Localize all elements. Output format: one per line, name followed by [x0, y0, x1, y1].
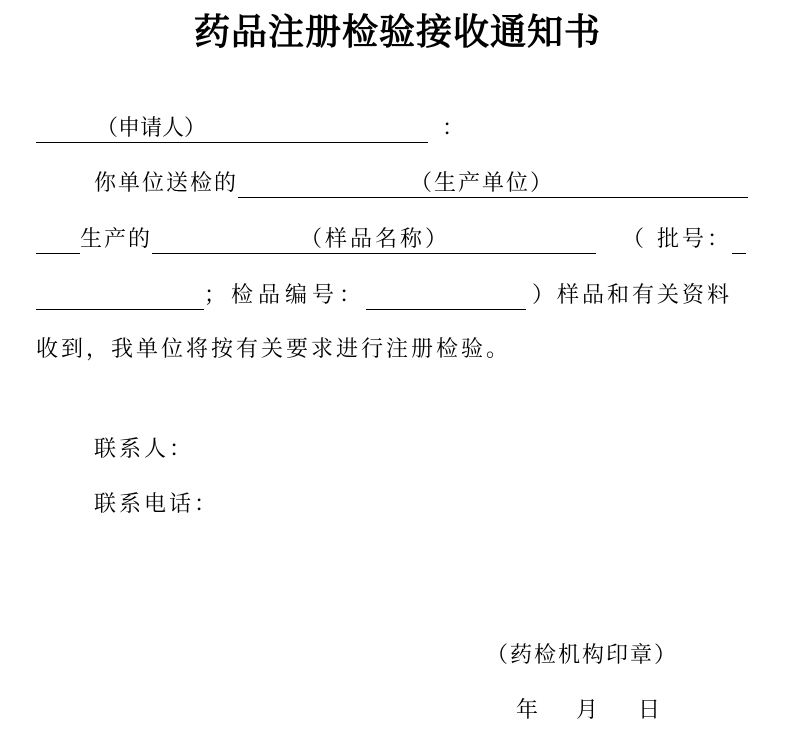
producer-hint: （生产单位） [410, 171, 555, 196]
sample-name-blank[interactable] [152, 224, 596, 254]
producer-line [36, 168, 748, 200]
produced-text: 生产的 [80, 227, 153, 252]
sample-no-blank[interactable] [366, 280, 526, 310]
batch-open-text: （ 批号： [622, 227, 733, 252]
applicant-colon: ： [442, 116, 465, 141]
applicant-hint: （申请人） [96, 116, 207, 141]
intro-text: 你单位送检的 [94, 171, 239, 196]
seal-text: （药检机构印章） [486, 643, 679, 668]
sample-no-label: ；检品编号： [204, 283, 367, 308]
contact-person-label: 联系人： [94, 437, 195, 462]
producer-blank[interactable] [238, 168, 748, 198]
batch-blank-start[interactable] [732, 224, 746, 254]
date-day: 日 [638, 698, 664, 723]
sample-number-line [36, 280, 732, 312]
sample-name-hint: （样品名称） [300, 227, 451, 252]
applicant-blank[interactable] [36, 113, 428, 143]
date-year: 年 [516, 698, 542, 723]
batch-blank-end[interactable] [36, 280, 204, 310]
received-text: 收到，我单位将按有关要求进行注册检验。 [36, 337, 512, 362]
materials-text: ）样品和有关资料 [532, 283, 733, 308]
date-month: 月 [576, 698, 602, 723]
document-title: 药品注册检验接收通知书 [193, 12, 601, 53]
contact-phone-label: 联系电话： [94, 492, 220, 517]
producer-tail-blank[interactable] [36, 224, 80, 254]
sample-line [36, 224, 746, 256]
applicant-line [36, 113, 464, 145]
